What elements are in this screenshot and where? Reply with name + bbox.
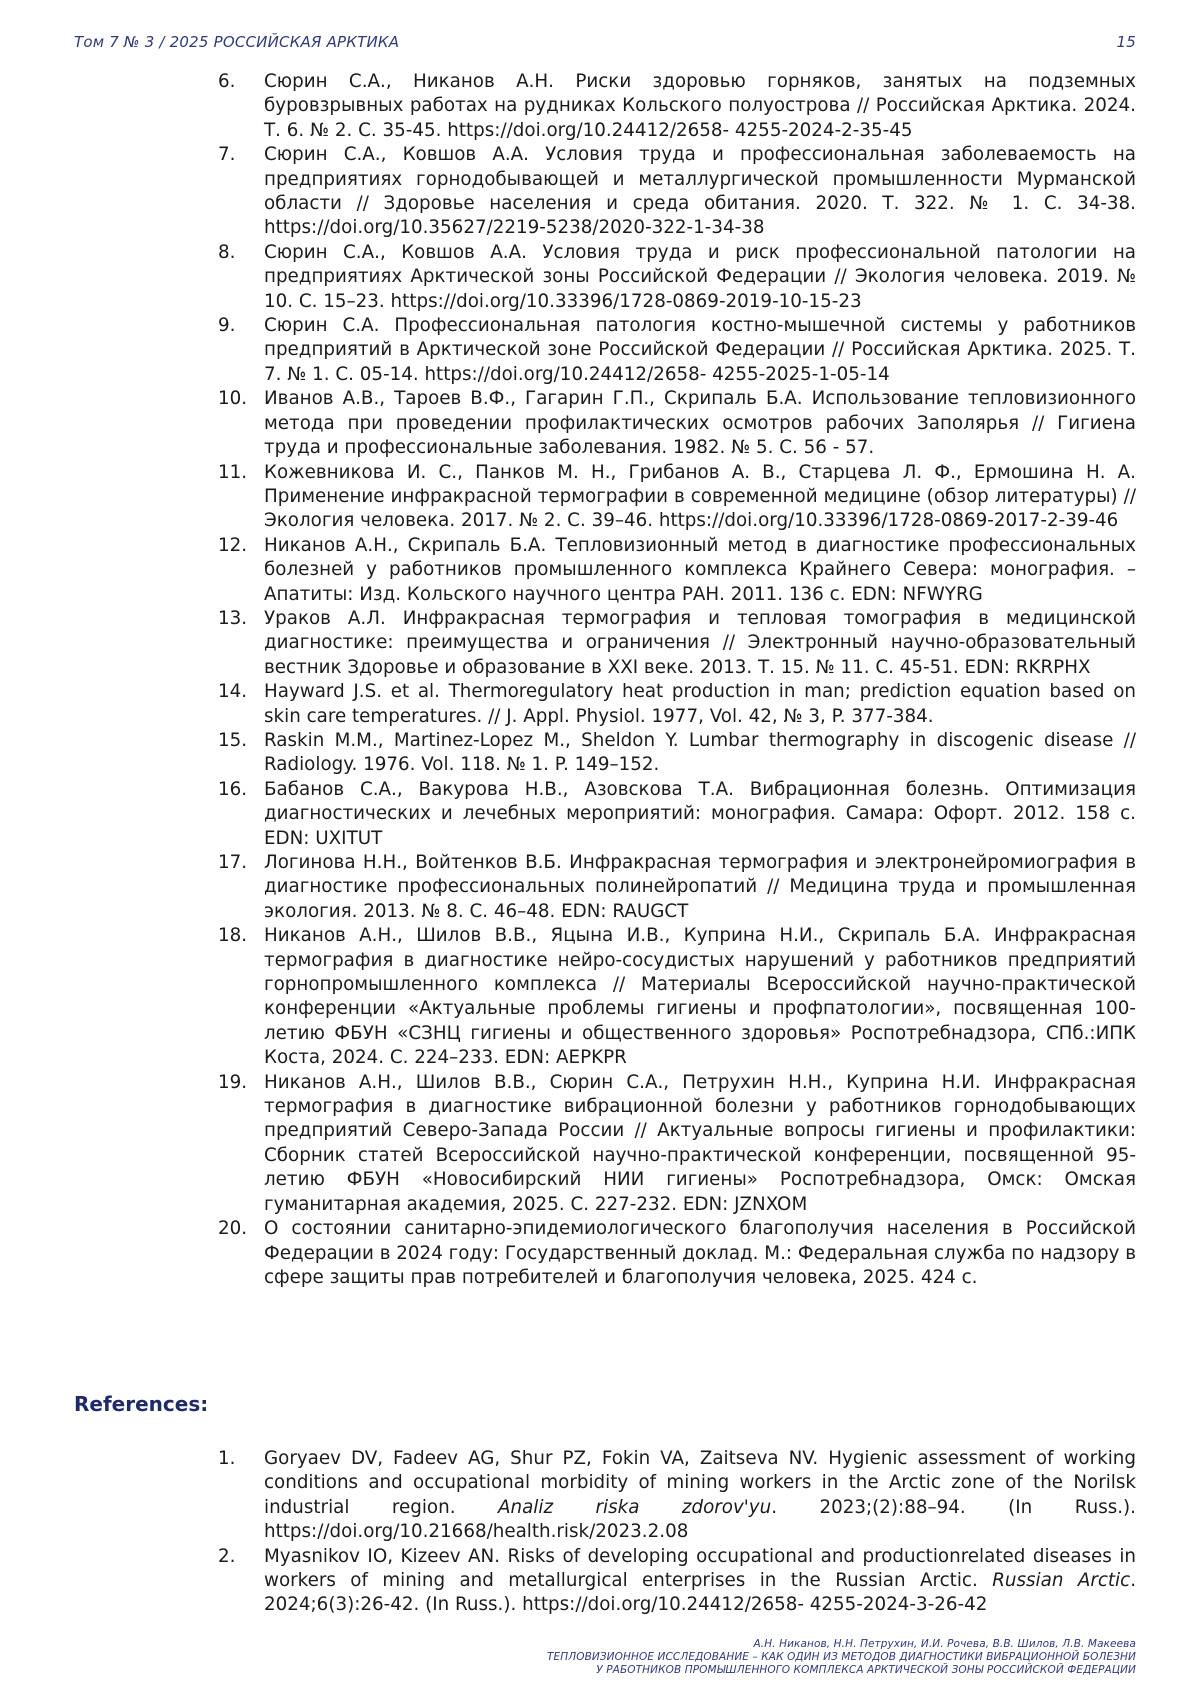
- reference-text-part: Myasnikov IO, Kizeev AN. Risks of developing occupational and productionrelated diseases in workers of mining and metallurgical enterprises in the Russian Arctic.: [264, 1545, 1136, 1592]
- reference-text: Hayward J.S. et al. Thermoregulatory heat production in man; prediction equation based on skin care temperatures. // J. Appl. Physiol. 1977, Vol. 42, № 3, P. 377-384.: [264, 681, 1136, 727]
- reference-text: О состоянии санитарно-эпидемиологического благополучия населения в Российской Федерации в 2024 году: Государственный доклад. М.: Федеральная служба по надзору в сфере защиты прав потребителей и благополучия человека, 2025. 424 с.: [264, 1218, 1136, 1288]
- reference-number: [0, 314, 254, 338]
- reference-item: [218, 70, 1136, 143]
- reference-number-label: 16.: [218, 778, 248, 800]
- reference-item: [218, 461, 1136, 534]
- running-footer: [236, 1638, 1136, 1677]
- reference-number: [0, 461, 254, 485]
- reference-text: Raskin M.M., Martinez-Lopez M., Sheldon Y. Lumbar thermography in discogenic disease // Radiology. 1976. Vol. 118. № 1. P. 149–152.: [264, 729, 1136, 776]
- reference-text: Кожевникова И. С., Панков М. Н., Грибанов А. В., Старцева Л. Ф., Ермошина Н. А. Применение инфракрасной термографии в современной медицине (обзор литературы) // Экология человека. 2017. № 2. С. 39–46. https://doi.org/10.33396/1728-0869-2017-2-39-46: [264, 461, 1136, 532]
- reference-number: [0, 1545, 254, 1569]
- reference-text: Иванов А.В., Тароев В.Ф., Гагарин Г.П., Скрипаль Б.А. Использование тепловизионного метода при проведении профилактических осмотров рабочих Заполярья // Гигиена труда и профессиональные заболевания. 1982. № 5. С. 56 - 57.: [264, 388, 1136, 459]
- reference-text: Никанов А.Н., Шилов В.В., Сюрин С.А., Петрухин Н.Н., Куприна Н.И. Инфракрасная термография в диагностике вибрационной болезни у работников горнодобывающих предприятий Северо-Запада России // Актуальные вопросы гигиены и профилактики: Сборник статей Всероссийской научно-практической конференции, посвященной 95-летию ФБУН «Новосибирский НИИ гигиены» Роспотребнадзора, Омск: Омская гуманитарная академия, 2025. С. 227-232. EDN: JZNXOM: [264, 1071, 1136, 1215]
- reference-number-label: 8.: [218, 241, 236, 263]
- reference-number: [0, 387, 254, 411]
- reference-number-label: 2.: [218, 1545, 236, 1567]
- reference-number-label: 12.: [218, 534, 248, 556]
- reference-number: [0, 241, 254, 265]
- footer-authors: А.Н. Никанов, Н.Н. Петрухин, И.И. Рочева, В.В. Шилов, Л.В. Макеева: [753, 1638, 1136, 1650]
- reference-number: [0, 70, 254, 94]
- reference-number-label: 14.: [218, 681, 248, 703]
- reference-number: [0, 1447, 254, 1471]
- reference-item: [218, 924, 1136, 1070]
- reference-text: [228, 1545, 1136, 1618]
- reference-number: [0, 607, 254, 631]
- reference-number-label: 17.: [218, 852, 248, 873]
- reference-number: [0, 924, 254, 948]
- reference-number-label: 9.: [218, 315, 236, 337]
- running-header: [74, 33, 1136, 55]
- reference-item: [218, 851, 1136, 924]
- reference-item: [218, 241, 1136, 314]
- reference-number: [0, 1071, 254, 1095]
- reference-journal-name: Analiz riska zdorov'yu: [497, 1496, 772, 1518]
- reference-item: [218, 1217, 1136, 1290]
- journal-issue: Том 7 № 3 / 2025 РОССИЙСКАЯ АРКТИКА: [74, 33, 400, 51]
- footer-title-line-2: У РАБОТНИКОВ ПРОМЫШЛЕННОГО КОМПЛЕКСА АРКТИЧЕСКОЙ ЗОНЫ РОССИЙСКОЙ ФЕДЕРАЦИИ: [596, 1664, 1136, 1676]
- reference-number-label: 20.: [218, 1218, 248, 1240]
- reference-number-label: 19.: [218, 1071, 248, 1093]
- reference-text: Ураков А.Л. Инфракрасная термография и тепловая томография в медицинской диагностике: преимущества и ограничения // Электронный научно-образовательный вестник Здоровье и образование в XXI веке. 2013. Т. 15. № 11. С. 45-51. EDN: RKRPHX: [264, 607, 1136, 678]
- reference-number: [0, 729, 254, 753]
- reference-journal-name: Russian Arctic: [992, 1570, 1131, 1592]
- reference-text: Никанов А.Н., Скрипаль Б.А. Тепловизионный метод в диагностике профессиональных болезней у работников промышленного комплекса Крайнего Севера: монография. – Апатиты: Изд. Кольского научного центра РАН. 2011. 136 с. EDN: NFWYRG: [264, 534, 1136, 605]
- reference-item: [218, 387, 1136, 460]
- reference-item: [218, 1545, 1137, 1618]
- reference-number: [0, 1217, 254, 1241]
- reference-number: [0, 851, 254, 875]
- reference-number-label: 11.: [218, 461, 248, 483]
- page-number: 15: [1116, 33, 1136, 51]
- reference-number-label: 15.: [218, 729, 248, 751]
- reference-text: Сюрин С.А., Ковшов А.А. Условия труда и профессиональная заболеваемость на предприятиях горнодобывающей и металлургической промышленности Мурманской области // Здоровье населения и среда обитания. 2020. Т. 322. № 1. С. 34-38. https://doi.org/10.35627/2219-5238/2020-322-1-34-38: [264, 144, 1136, 239]
- reference-item: [218, 1071, 1136, 1217]
- reference-text: Логинова Н.Н., Войтенков В.Б. Инфракрасная термография и электронейромиография в диагностике профессиональных полинейропатий // Медицина труда и промышленная экология. 2013. № 8. С. 46–48. EDN: RAUGCT: [264, 852, 1136, 922]
- reference-text-part: Goryaev DV, Fadeev AG, Shur PZ, Fokin VA, Zaitseva NV. Hygienic assessment of working conditions and occupational morbidity of mining workers in the Arctic zone of the Norilsk industrial region.: [264, 1448, 1136, 1518]
- reference-text: Сюрин С.А., Никанов А.Н. Риски здоровью горняков, занятых на подземных буровзрывных работах на рудниках Кольского полуострова // Российская Арктика. 2024. Т. 6. № 2. С. 35-45. https://doi.org/10.24412/2658- 4255-2024-2-35-45: [264, 71, 1136, 141]
- reference-item: [218, 143, 1136, 241]
- reference-list-english: [218, 1447, 1137, 1618]
- reference-text: [228, 1447, 1136, 1545]
- references-heading: References:: [74, 1392, 209, 1416]
- reference-number: [0, 680, 254, 704]
- reference-number: [0, 778, 254, 802]
- reference-text: Никанов А.Н., Шилов В.В., Яцына И.В., Куприна Н.И., Скрипаль Б.А. Инфракрасная термография в диагностике нейро-сосудистых нарушений у работников предприятий горнопромышленного комплекса // Материалы Всероссийской научно-практической конференции «Актуальные проблемы гигиены и профпатологии», посвященная 100-летию ФБУН «СЗНЦ гигиены и общественного здоровья» Роспотребнадзора, СПб.:ИПК Коста, 2024. С. 224–233. EDN: AEPKPR: [264, 925, 1136, 1069]
- reference-text: Сюрин С.А., Ковшов А.А. Условия труда и риск профессиональной патологии на предприятиях Арктической зоны Российской Федерации // Экология человека. 2019. № 10. С. 15–23. https://doi.org/10.33396/1728-0869-2019-10-15-23: [264, 241, 1136, 312]
- reference-item: [218, 607, 1136, 680]
- reference-item: [218, 729, 1136, 778]
- reference-number-label: 6.: [218, 71, 236, 92]
- reference-item: [218, 314, 1136, 387]
- reference-item: [218, 680, 1136, 729]
- reference-text: Бабанов С.А., Вакурова Н.В., Азовскова Т.А. Вибрационная болезнь. Оптимизация диагностических и лечебных мероприятий: монография. Самара: Офорт. 2012. 158 с. EDN: UXITUT: [264, 778, 1136, 849]
- reference-number-label: 7.: [218, 144, 236, 166]
- reference-number: [0, 534, 254, 558]
- reference-text-part: . 2024;6(3):26-42. (In Russ.). https://doi.org/10.24412/2658- 4255-2024-3-26-42: [264, 1570, 1137, 1616]
- reference-number-label: 13.: [218, 607, 248, 629]
- reference-item: [218, 1447, 1136, 1545]
- reference-list-russian: [218, 70, 1136, 1290]
- reference-item: [218, 778, 1136, 851]
- reference-number-label: 10.: [218, 388, 248, 410]
- reference-text-part: . 2023;(2):88–94. (In Russ.). https://doi.org/10.21668/health.risk/2023.2.08: [264, 1496, 1136, 1543]
- reference-number: [0, 143, 254, 167]
- reference-number-label: 18.: [218, 925, 248, 947]
- reference-number-label: 1.: [218, 1448, 236, 1469]
- footer-title-line-1: ТЕПЛОВИЗИОННОЕ ИССЛЕДОВАНИЕ – КАК ОДИН ИЗ МЕТОДОВ ДИАГНОСТИКИ ВИБРАЦИОННОЙ БОЛЕЗНИ: [546, 1651, 1136, 1663]
- reference-item: [218, 534, 1136, 607]
- reference-text: Сюрин С.А. Профессиональная патология костно-мышечной системы у работников предприятий в Арктической зоне Российской Федерации // Российская Арктика. 2025. Т. 7. № 1. С. 05-14. https://doi.org/10.24412/2658- 4255-2025-1-05-14: [264, 315, 1136, 385]
